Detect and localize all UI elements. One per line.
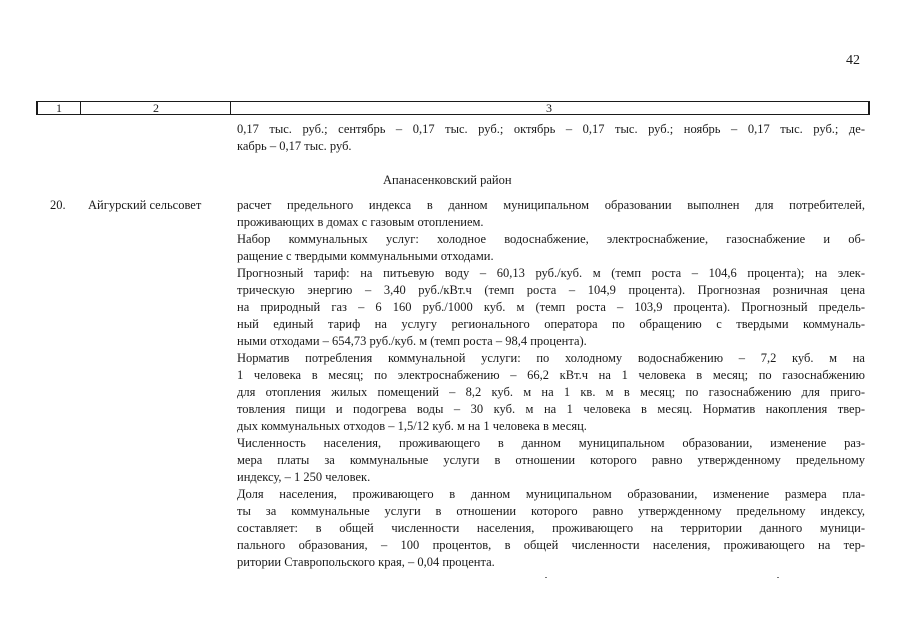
settlement-name: Айгурский сельсовет bbox=[88, 198, 202, 212]
column-header-3: 3 bbox=[230, 102, 867, 114]
page-number: 42 bbox=[846, 53, 860, 68]
paragraph-population-count bbox=[237, 435, 865, 486]
paragraph-line: Прогнозный тариф: на питьевую воду – 60,13 руб./куб. м (темп роста – 104,6 процента); на элек- bbox=[237, 266, 865, 280]
paragraph-line: ными отходами – 654,73 руб./куб. м (темп роста – 98,4 процента). bbox=[237, 334, 587, 348]
paragraph-line: ритории Ставропольского края, – 0,04 процента. bbox=[237, 555, 495, 569]
paragraph-line: ращение с твердыми коммунальными отходами. bbox=[237, 249, 494, 263]
paragraph-line: 1 человека в месяц; по электроснабжению – 66,2 кВт.ч на 1 человека в месяц; по газоснабжению bbox=[237, 368, 865, 382]
paragraph-line: Численность населения, проживающего в данном муниципальном образовании, изменение раз- bbox=[237, 436, 865, 450]
paragraph-line: Доля населения, проживающего в данном муниципальном образовании, изменение размера пла- bbox=[237, 487, 865, 501]
paragraph-line: проживающих в домах с газовым отоплением. bbox=[237, 215, 484, 229]
paragraph-consumption-norm bbox=[237, 350, 865, 435]
column-header-1: 1 bbox=[56, 101, 62, 115]
paragraph-line: на природный газ – 6 160 руб./1000 куб. м (темп роста – 103,9 процента). Прогнозный предель- bbox=[237, 300, 865, 314]
paragraph-line: Норматив потребления коммунальной услуги: по холодному водоснабжению – 7,2 куб. м на bbox=[237, 351, 865, 365]
paragraph-population-share bbox=[237, 486, 865, 571]
paragraph-forecast-tariff bbox=[237, 265, 865, 350]
continuation-line: кабрь – 0,17 тыс. руб. bbox=[237, 139, 352, 153]
continuation-line: 0,17 тыс. руб.; сентябрь – 0,17 тыс. руб.; октябрь – 0,17 тыс. руб.; ноябрь – 0,17 тыс. руб.; де- bbox=[237, 122, 865, 136]
continuation-text bbox=[237, 121, 865, 155]
paragraph-line: ты за коммунальные услуги в отношении которого равно утвержденному предельному индексу, bbox=[237, 504, 865, 518]
table-column-header-row bbox=[36, 101, 870, 115]
paragraph-line: ный единый тариф на услугу регионального оператора по обращению с твердыми коммуналь- bbox=[237, 317, 865, 331]
paragraph-line: расчет предельного индекса в данном муниципальном образовании выполнен для потребителей, bbox=[237, 198, 865, 212]
column-header-2: 2 bbox=[80, 102, 231, 114]
paragraph-line: составляет: в общей численности населения, проживающего на территории данного муници- bbox=[237, 521, 865, 535]
paragraph-index-calculation bbox=[237, 197, 865, 231]
scan-speck bbox=[545, 577, 547, 578]
paragraph-line: Набор коммунальных услуг: холодное водоснабжение, электроснабжение, газоснабжение и об- bbox=[237, 232, 865, 246]
paragraph-line: для отопления жилых помещений – 8,2 куб. м на 1 кв. м в месяц; по газоснабжению для приго- bbox=[237, 385, 865, 399]
scan-speck bbox=[777, 577, 779, 578]
paragraph-line: трическую энергию – 3,40 руб./кВт.ч (темп роста – 104,9 процента). Прогнозная розничная цена bbox=[237, 283, 865, 297]
paragraph-line: дых коммунальных отходов – 1,5/12 куб. м на 1 человека в месяц. bbox=[237, 419, 587, 433]
district-title: Апанасенковский район bbox=[383, 173, 512, 187]
paragraph-line: пального образования, – 100 процентов, в общей численности населения, проживающего на тер- bbox=[237, 538, 865, 552]
paragraph-line: товления пищи и подогрева воды – 30 куб. м на 1 человека в месяц. Норматив накопления твер- bbox=[237, 402, 865, 416]
row-number: 20. bbox=[50, 198, 66, 212]
paragraph-line: мера платы за коммунальные услуги в отношении которого равно утвержденному предельному bbox=[237, 453, 865, 467]
paragraph-service-set bbox=[237, 231, 865, 265]
paragraph-line: индексу, – 1 250 человек. bbox=[237, 470, 371, 484]
